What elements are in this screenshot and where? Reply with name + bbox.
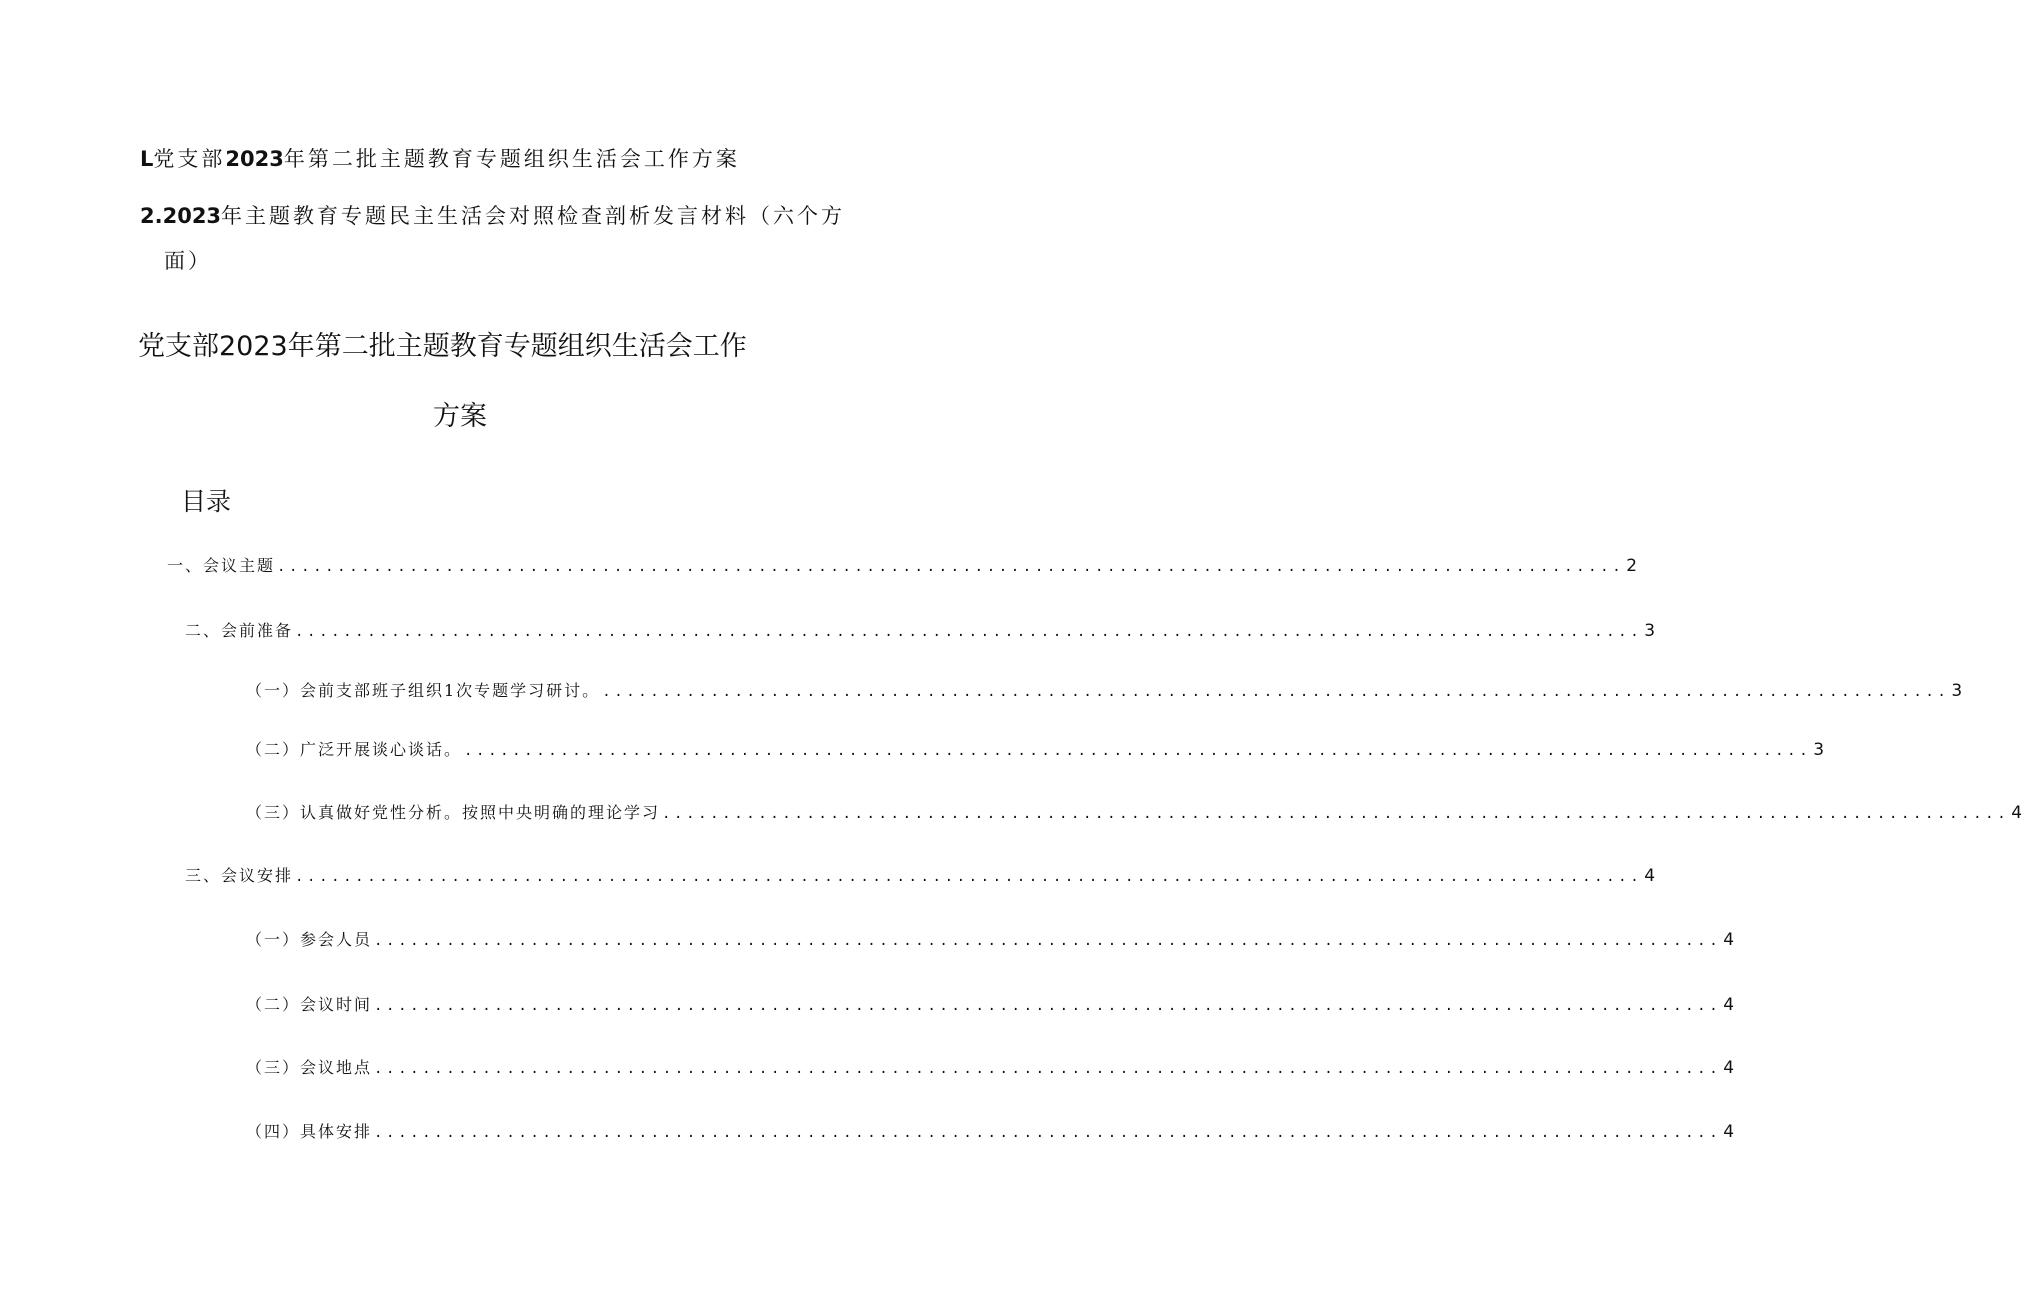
toc-dot-leader: ................................................................................................................ [374,1061,1722,1077]
toc-entry-label: （三）会议地点 [246,1058,373,1077]
list-item-number: 2. [140,204,163,228]
list-item-year: 2023 [162,204,222,228]
toc-page-number: 3 [1951,681,1963,701]
toc-entry[interactable] [185,863,1656,886]
toc-dot-leader: ................................................................................................................ [295,869,1643,885]
toc-page-number: 4 [1723,1122,1735,1142]
toc-entry-label: （四）具体安排 [246,1122,373,1141]
toc-page-number: 4 [1723,930,1735,950]
list-item-year: 2023 [225,147,284,171]
toc-page-number: 4 [1723,1058,1735,1078]
toc-entry-label: （一）会前支部班子组织1次专题学习研讨。 [246,681,601,700]
document-title-line-1: 党支部2023年第二批主题教育专题组织生活会工作 [138,331,747,362]
toc-entry[interactable] [246,1119,1735,1142]
toc-entry[interactable] [246,992,1735,1015]
toc-entry[interactable] [246,800,2022,823]
toc-entry-label: （三）认真做好党性分析。按照中央明确的理论学习 [246,803,661,822]
toc-entry-label: （一）参会人员 [246,930,373,949]
toc-dot-leader: ................................................................................................................ [602,684,1950,700]
document-title-line-2: 方案 [433,401,487,432]
toc-entry[interactable] [185,618,1656,641]
list-item-number: L [140,147,154,171]
toc-dot-leader: ................................................................................................................ [374,998,1722,1014]
list-item-text-a: 党支部 [153,147,226,171]
list-item-text-b: 年主题教育专题民主生活会对照检查剖析发言材料（六个方 [221,204,846,228]
toc-entry-label: 二、会前准备 [185,621,294,640]
toc-page-number: 4 [2011,803,2022,823]
toc-entry[interactable] [246,927,1735,950]
toc-dot-leader: ................................................................................................................ [374,1125,1722,1141]
toc-entry-label: 三、会议安排 [185,866,294,885]
toc-entry-label: 一、会议主题 [167,556,276,575]
toc-heading: 目录 [181,487,232,516]
document-list-item-2-continuation [164,245,212,275]
toc-entry-label: （二）广泛开展谈心谈话。 [246,740,463,759]
toc-page-number: 3 [1644,621,1656,641]
list-item-continuation-text: 面） [164,249,212,273]
toc-entry[interactable] [246,1055,1735,1078]
toc-dot-leader: ................................................................................................................ [374,933,1722,949]
toc-entry-label: （二）会议时间 [246,995,373,1014]
toc-entry[interactable] [167,553,1638,576]
document-list-item-1 [140,143,740,173]
toc-page-number: 3 [1813,740,1825,760]
toc-dot-leader: ................................................................................................................ [662,806,2010,822]
toc-page-number: 4 [1723,995,1735,1015]
toc-page-number: 4 [1644,866,1656,886]
toc-dot-leader: ................................................................................................................ [464,743,1812,759]
toc-dot-leader: ................................................................................................................ [295,624,1643,640]
toc-entry[interactable] [246,678,1963,701]
list-item-text-b: 年第二批主题教育专题组织生活会工作方案 [283,147,740,171]
toc-entry[interactable] [246,737,1825,760]
toc-page-number: 2 [1626,556,1638,576]
document-list-item-2 [140,200,845,230]
toc-dot-leader: ................................................................................................................ [277,559,1625,575]
